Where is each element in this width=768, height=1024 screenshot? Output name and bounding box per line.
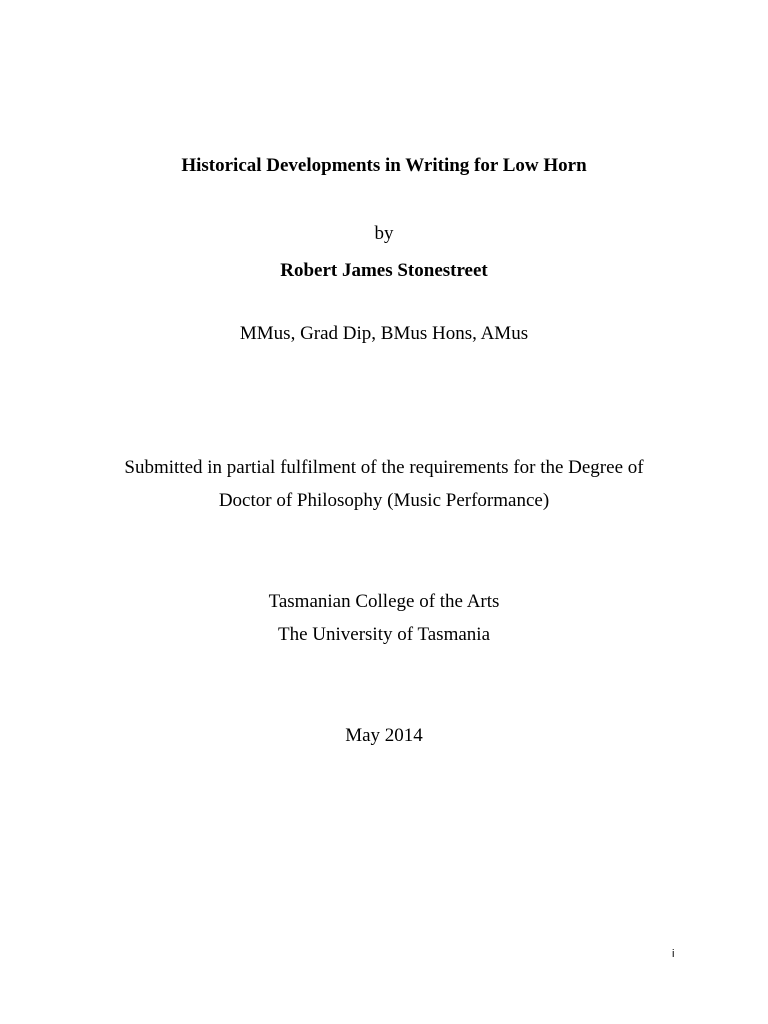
- submission-statement-line-2: Doctor of Philosophy (Music Performance): [218, 490, 550, 511]
- submission-date: May 2014: [345, 725, 423, 746]
- author-name: Robert James Stonestreet: [280, 260, 488, 281]
- page-number: i: [672, 948, 675, 960]
- submission-statement-line-1: Submitted in partial fulfilment of the requirements for the Degree of: [124, 457, 644, 478]
- by-label: by: [374, 223, 394, 244]
- author-credentials: MMus, Grad Dip, BMus Hons, AMus: [239, 323, 529, 344]
- university-name: The University of Tasmania: [277, 624, 490, 645]
- college-name: Tasmanian College of the Arts: [268, 591, 500, 612]
- thesis-title: Historical Developments in Writing for Low Horn: [181, 155, 587, 176]
